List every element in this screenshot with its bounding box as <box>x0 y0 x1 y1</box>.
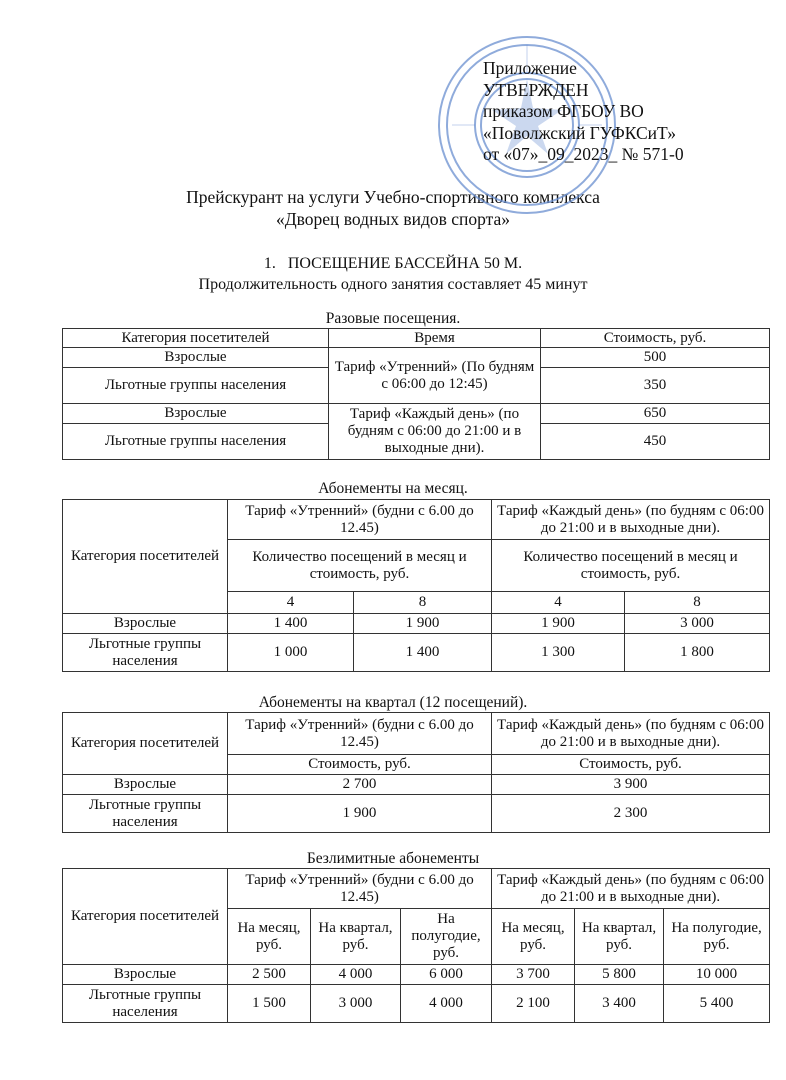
unlimited-caption: Безлимитные абонементы <box>306 850 480 867</box>
quarterly-table <box>62 712 770 833</box>
category-cell: Взрослые <box>63 965 228 985</box>
header-category: Категория посетителей <box>63 869 228 965</box>
period-header-cell: На месяц, руб. <box>228 909 311 965</box>
price-cell: 3 900 <box>492 775 770 795</box>
table-row <box>63 348 770 368</box>
header-tariff-everyday: Тариф «Каждый день» (по будням с 06:00 до 21:00 и в выходные дни). <box>492 713 770 755</box>
price-cell: 1 400 <box>354 634 492 672</box>
visit-count-cell: 8 <box>625 592 770 614</box>
visit-count-cell: 8 <box>354 592 492 614</box>
approval-block <box>483 58 743 166</box>
period-header-cell: На полугодие, руб. <box>664 909 770 965</box>
header-category: Категория посетителей <box>63 713 228 775</box>
price-cell: 10 000 <box>664 965 770 985</box>
monthly-caption: Абонементы на месяц. <box>318 480 468 497</box>
price-cell: 1 400 <box>228 614 354 634</box>
single-visits-table <box>62 328 770 460</box>
price-cell: 500 <box>541 348 770 368</box>
single-visits-caption: Разовые посещения. <box>325 310 461 327</box>
category-cell: Льготные группы населения <box>63 424 329 460</box>
approval-line-date-number: от «07»_09_2023_ № 571-0 <box>483 144 684 164</box>
monthly-table <box>62 499 770 672</box>
header-tariff-everyday: Тариф «Каждый день» (по будням с 06:00 до 21:00 и в выходные дни). <box>492 869 770 909</box>
price-cell: 1 900 <box>354 614 492 634</box>
price-cell: 450 <box>541 424 770 460</box>
table-header-row <box>63 869 770 909</box>
price-cell: 2 100 <box>492 985 575 1023</box>
period-header-cell: На месяц, руб. <box>492 909 575 965</box>
section-1-heading <box>0 253 786 295</box>
price-cell: 2 300 <box>492 795 770 833</box>
header-tariff-morning: Тариф «Утренний» (будни с 6.00 до 12.45) <box>228 500 492 540</box>
category-cell: Льготные группы населения <box>63 368 329 404</box>
category-cell: Взрослые <box>63 775 228 795</box>
document-title <box>0 186 786 230</box>
price-cell: 1 500 <box>228 985 311 1023</box>
section-1-title: 1. ПОСЕЩЕНИЕ БАССЕЙНА 50 М. <box>263 255 523 272</box>
approval-line-appendix: Приложение <box>483 58 577 78</box>
title-line-1: Прейскурант на услуги Учебно-спортивного комплекса <box>186 187 600 207</box>
category-cell: Льготные группы населения <box>63 795 228 833</box>
approval-line-approved: УТВЕРЖДЕН <box>483 79 589 100</box>
table-row <box>63 985 770 1023</box>
approval-line-order: приказом ФГБОУ ВО <box>483 101 644 121</box>
header-time: Время <box>329 329 541 348</box>
category-cell: Льготные группы населения <box>63 634 228 672</box>
header-sub-morning: Стоимость, руб. <box>228 755 492 775</box>
price-cell: 2 700 <box>228 775 492 795</box>
header-category: Категория посетителей <box>63 329 329 348</box>
header-sub-morning: Количество посещений в месяц и стоимость, руб. <box>228 540 492 592</box>
table-header-row <box>63 713 770 755</box>
time-cell: Тариф «Утренний» (По будням с 06:00 до 12:45) <box>329 348 541 404</box>
table-header-row <box>63 500 770 540</box>
price-cell: 3 400 <box>575 985 664 1023</box>
price-cell: 1 300 <box>492 634 625 672</box>
table-header-row <box>63 329 770 348</box>
header-category: Категория посетителей <box>63 500 228 614</box>
approval-line-university: «Поволжский ГУФКСиТ» <box>483 122 676 143</box>
table-row <box>63 614 770 634</box>
price-cell: 4 000 <box>401 985 492 1023</box>
unlimited-table <box>62 868 770 1023</box>
quarterly-caption: Абонементы на квартал (12 посещений). <box>258 694 528 711</box>
price-cell: 650 <box>541 404 770 424</box>
category-cell: Взрослые <box>63 348 329 368</box>
price-cell: 1 900 <box>228 795 492 833</box>
table-row <box>63 775 770 795</box>
price-cell: 350 <box>541 368 770 404</box>
header-price: Стоимость, руб. <box>541 329 770 348</box>
title-line-2: «Дворец водных видов спорта» <box>275 209 511 229</box>
visit-count-cell: 4 <box>228 592 354 614</box>
period-header-cell: На полугодие, руб. <box>401 909 492 965</box>
price-cell: 3 000 <box>311 985 401 1023</box>
price-cell: 1 900 <box>492 614 625 634</box>
category-cell: Льготные группы населения <box>63 985 228 1023</box>
price-cell: 1 800 <box>625 634 770 672</box>
visit-count-cell: 4 <box>492 592 625 614</box>
header-tariff-everyday: Тариф «Каждый день» (по будням с 06:00 до 21:00 и в выходные дни). <box>492 500 770 540</box>
header-tariff-morning: Тариф «Утренний» (будни с 6.00 до 12.45) <box>228 713 492 755</box>
table-row <box>63 965 770 985</box>
table-row <box>63 795 770 833</box>
time-cell: Тариф «Каждый день» (по будням с 06:00 до 21:00 и в выходные дни). <box>329 404 541 460</box>
period-header-cell: На квартал, руб. <box>311 909 401 965</box>
price-cell: 5 400 <box>664 985 770 1023</box>
header-sub-everyday: Стоимость, руб. <box>492 755 770 775</box>
category-cell: Взрослые <box>63 614 228 634</box>
price-cell: 1 000 <box>228 634 354 672</box>
category-cell: Взрослые <box>63 404 329 424</box>
price-cell: 3 000 <box>625 614 770 634</box>
table-row <box>63 634 770 672</box>
header-tariff-morning: Тариф «Утренний» (будни с 6.00 до 12.45) <box>228 869 492 909</box>
price-cell: 3 700 <box>492 965 575 985</box>
price-cell: 6 000 <box>401 965 492 985</box>
table-row <box>63 404 770 424</box>
price-cell: 4 000 <box>311 965 401 985</box>
period-header-cell: На квартал, руб. <box>575 909 664 965</box>
price-cell: 2 500 <box>228 965 311 985</box>
price-cell: 5 800 <box>575 965 664 985</box>
session-duration-note: Продолжительность одного занятия составляет 45 минут <box>198 276 588 293</box>
header-sub-everyday: Количество посещений в месяц и стоимость, руб. <box>492 540 770 592</box>
